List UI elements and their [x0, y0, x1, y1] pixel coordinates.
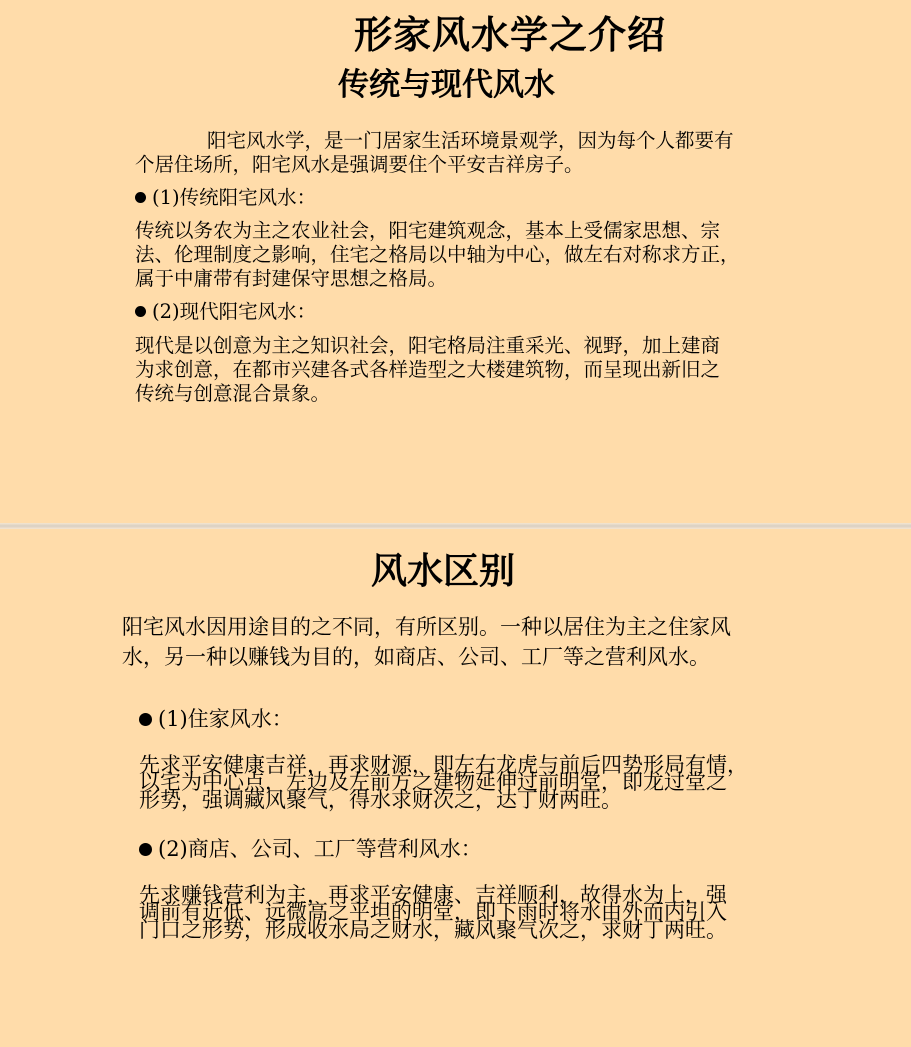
slide2-title: 风水区别 [370, 550, 515, 592]
business-heading-text: (2)商店、公司、工厂等营利风水： [158, 837, 482, 861]
business-heading [139, 834, 482, 864]
bullet-icon [139, 843, 152, 856]
traditional-heading-text: (1)传统阳宅风水： [152, 186, 317, 209]
traditional-body-line-2: 法、伦理制度之影响，住宅之格局以中轴为中心，做左右对称求方正， [135, 243, 740, 266]
slide1-title: 形家风水学之介绍 [353, 12, 666, 57]
bullet-icon [135, 192, 146, 203]
slide1-subtitle: 传统与现代风水 [338, 67, 555, 103]
modern-body-line-3: 传统与创意混合景象。 [135, 382, 331, 405]
home-body-line-1: 先求平安健康吉祥，再求财源，即左右龙虎与前后四势形局有情， [139, 753, 748, 777]
bullet-icon [135, 306, 146, 317]
traditional-body-line-3: 属于中庸带有封建保守思想之格局。 [135, 267, 448, 290]
home-body-line-3: 形势，强调藏风聚气，得水求财次之，达丁财两旺。 [139, 788, 622, 812]
modern-body-line-2: 为求创意，在都市兴建各式各样造型之大楼建筑物，而呈现出新旧之 [135, 358, 721, 381]
home-heading-text: (1)住家风水： [158, 707, 293, 731]
business-body-line-1: 先求赚钱营利为主，再求平安健康、吉祥顺利，故得水为上，强 [139, 883, 727, 907]
business-body-line-3: 门口之形势，形成收水局之财水，藏风聚气次之，求财丁两旺。 [139, 918, 727, 942]
modern-heading [135, 300, 316, 324]
modern-heading-text: (2)现代阳宅风水： [152, 300, 317, 323]
slide1-intro-line-2: 个居住场所，阳宅风水是强调要住个平安吉祥房子。 [135, 153, 584, 176]
slide2-intro-line-2: 水，另一种以赚钱为目的，如商店、公司、工厂等之营利风水。 [122, 645, 710, 669]
slide2-intro-line-1: 阳宅风水因用途目的之不同，有所区别。一种以居住为主之住家风 [122, 615, 731, 639]
business-body-line-2: 调前有近低、远微高之平坦的明堂，即下雨时将水由外而内引入 [139, 900, 727, 924]
home-heading [139, 704, 293, 734]
bullet-icon [139, 713, 152, 726]
home-body-line-2: 以宅为中心点，左边及左前方之建物延伸过前明堂，即龙过堂之 [139, 770, 727, 794]
traditional-body-line-1: 传统以务农为主之农业社会，阳宅建筑观念，基本上受儒家思想、宗 [135, 219, 721, 242]
modern-body-line-1: 现代是以创意为主之知识社会，阳宅格局注重采光、视野，加上建商 [135, 334, 721, 357]
traditional-heading [135, 186, 316, 210]
slide1-intro-line-1: 阳宅风水学，是一门居家生活环境景观学，因为每个人都要有 [207, 129, 734, 152]
